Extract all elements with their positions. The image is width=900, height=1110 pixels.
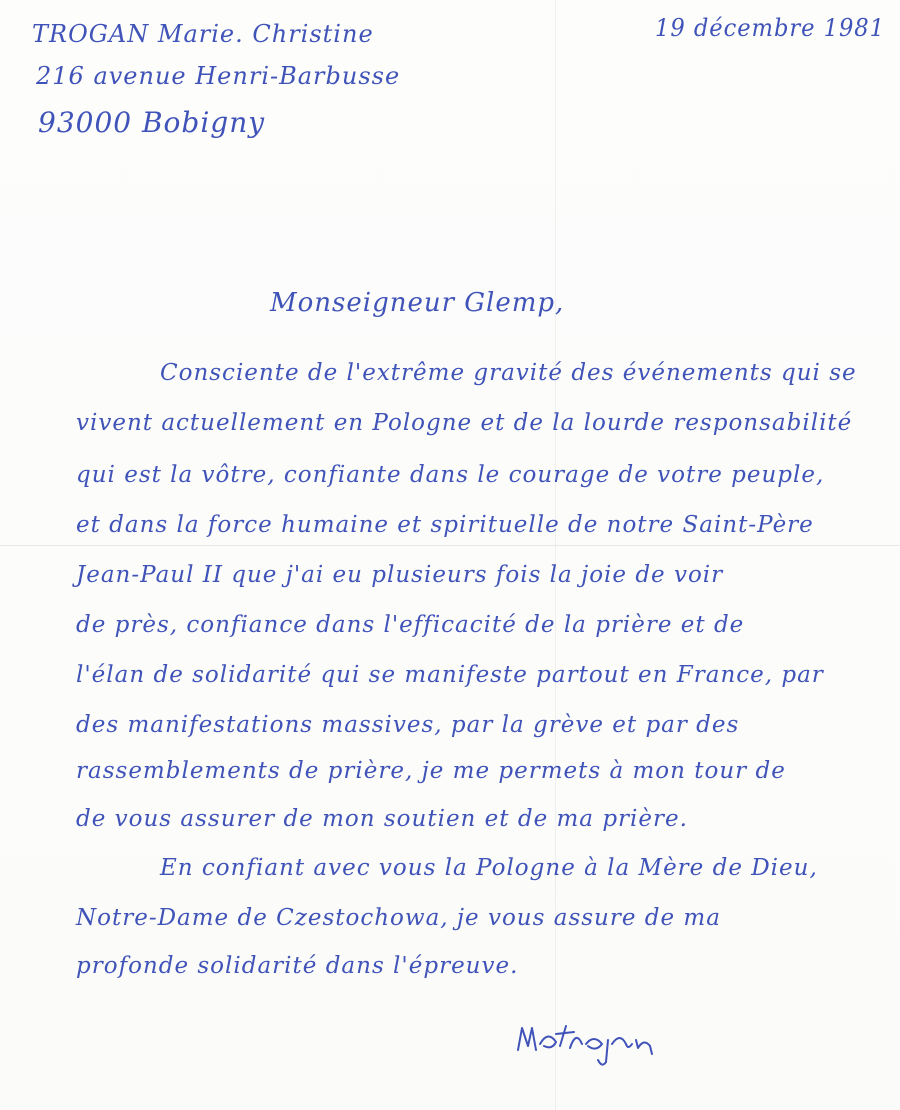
paper-fold-line: [0, 545, 900, 546]
salutation: Monseigneur Glemp,: [270, 288, 565, 318]
body-line: et dans la force humaine et spirituelle de notre Saint-Père: [76, 512, 814, 538]
body-line: des manifestations massives, par la grève et par des: [76, 712, 740, 738]
letter-date: 19 décembre 1981: [655, 14, 885, 42]
paper-fold-line-vertical: [555, 0, 556, 1110]
body-line: vivent actuellement en Pologne et de la lourde responsabilité: [76, 410, 853, 436]
body-line: l'élan de solidarité qui se manifeste partout en France, par: [76, 662, 824, 688]
body-line: Consciente de l'extrême gravité des événements qui se: [160, 360, 857, 386]
body-line: de vous assurer de mon soutien et de ma prière.: [76, 806, 688, 832]
body-line: Jean-Paul II que j'ai eu plusieurs fois la joie de voir: [76, 562, 724, 588]
body-line: Notre-Dame de Czestochowa, je vous assure de ma: [76, 905, 721, 931]
handwritten-signature: [512, 1010, 672, 1070]
sender-city: 93000 Bobigny: [38, 106, 266, 139]
body-line: rassemblements de prière, je me permets à mon tour de: [76, 758, 786, 784]
body-line: En confiant avec vous la Pologne à la Mère de Dieu,: [160, 855, 818, 881]
sender-name: TROGAN Marie. Christine: [32, 20, 374, 48]
body-line: profonde solidarité dans l'épreuve.: [76, 953, 519, 979]
body-line: qui est la vôtre, confiante dans le courage de votre peuple,: [76, 462, 825, 488]
signature-scribble: [512, 1010, 672, 1070]
sender-street: 216 avenue Henri-Barbusse: [36, 62, 401, 90]
body-line: de près, confiance dans l'efficacité de la prière et de: [76, 612, 745, 638]
